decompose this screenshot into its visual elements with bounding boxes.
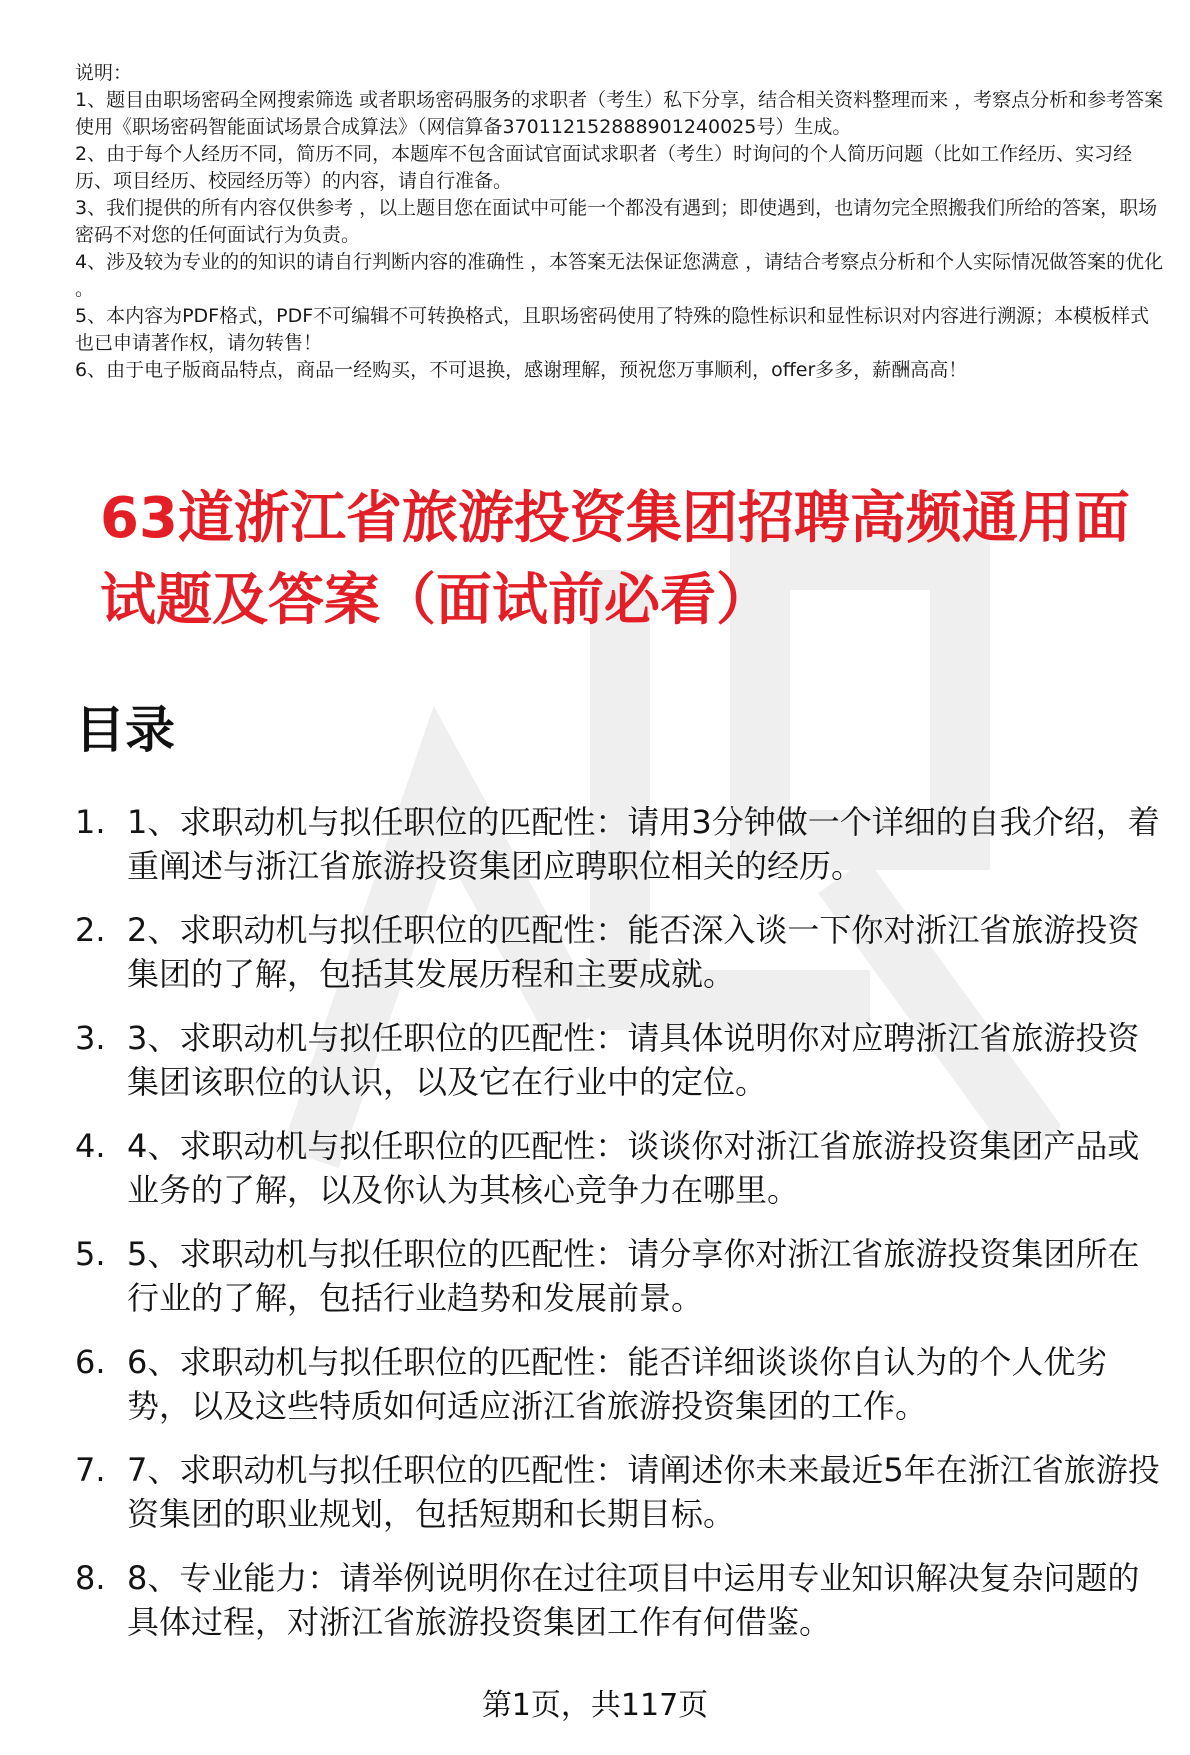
toc-item-text: 6、求职动机与拟任职位的匹配性：能否详细谈谈你自认为的个人优劣势，以及这些特质如何适应浙江省旅游投资集团的工作。	[127, 1343, 1108, 1425]
note-line-6: 6、由于电子版商品特点，商品一经购买，不可退换，感谢理解，预祝您万事顺利，offer多多，薪酬高高！	[75, 359, 968, 381]
document-title: 63道浙江省旅游投资集团招聘高频通用面试题及答案（面试前必看）	[100, 486, 1130, 633]
note-line-2: 2、由于每个人经历不同，简历不同，本题库不包含面试官面试求职者（考生）时询问的个人简历问题（比如工作经历、实习经历、项目经历、校园经历等）的内容，请自行准备。	[75, 143, 1133, 192]
toc-item[interactable]	[75, 1016, 1170, 1104]
toc-item[interactable]	[75, 1340, 1170, 1428]
toc-item-number: 3.	[75, 1019, 106, 1057]
note-line-3: 3、我们提供的所有内容仅供参考 ，以上题目您在面试中可能一个都没有遇到；即使遇到，也请勿完全照搬我们所给的答案，职场密码不对您的任何面试行为负责。	[75, 197, 1158, 246]
toc-item-number: 1.	[75, 803, 106, 841]
table-of-contents	[75, 800, 1170, 1664]
page-footer: 第1页，共117页	[481, 1688, 709, 1723]
toc-item[interactable]	[75, 1556, 1170, 1644]
toc-item[interactable]	[75, 1232, 1170, 1320]
notes-heading: 说明：	[75, 62, 133, 84]
note-line-4: 4、涉及较为专业的的知识的请自行判断内容的准确性 ，本答案无法保证您满意 ，请结合考察点分析和个人实际情况做答案的优化 。	[75, 251, 1164, 300]
toc-item-number: 8.	[75, 1559, 106, 1597]
toc-item-text: 4、求职动机与拟任职位的匹配性：谈谈你对浙江省旅游投资集团产品或业务的了解，以及你认为其核心竞争力在哪里。	[127, 1127, 1140, 1209]
toc-item-text: 2、求职动机与拟任职位的匹配性：能否深入谈一下你对浙江省旅游投资集团的了解，包括其发展历程和主要成就。	[127, 911, 1140, 993]
toc-item[interactable]	[75, 800, 1170, 888]
toc-item[interactable]	[75, 1124, 1170, 1212]
note-line-5: 5、本内容为PDF格式，PDF不可编辑不可转换格式，且职场密码使用了特殊的隐性标识和显性标识对内容进行溯源；本模板样式也已申请著作权，请勿转售！	[75, 305, 1150, 354]
toc-item-text: 1、求职动机与拟任职位的匹配性：请用3分钟做一个详细的自我介绍，着重阐述与浙江省旅游投资集团应聘职位相关的经历。	[127, 803, 1160, 885]
toc-item[interactable]	[75, 1448, 1170, 1536]
toc-item[interactable]	[75, 908, 1170, 996]
toc-item-text: 5、求职动机与拟任职位的匹配性：请分享你对浙江省旅游投资集团所在行业的了解，包括行业趋势和发展前景。	[127, 1235, 1140, 1317]
toc-item-number: 4.	[75, 1127, 106, 1165]
toc-item-text: 7、求职动机与拟任职位的匹配性：请阐述你未来最近5年在浙江省旅游投资集团的职业规划，包括短期和长期目标。	[127, 1451, 1160, 1533]
disclaimer-notes	[75, 60, 1165, 384]
note-line-1: 1、题目由职场密码全网搜索筛选 或者职场密码服务的求职者（考生）私下分享，结合相关资料整理而来 ，考察点分析和参考答案使用《职场密码智能面试场景合成算法》（网信算备370112152888901240025号）生成。	[75, 89, 1164, 138]
toc-item-number: 2.	[75, 911, 106, 949]
toc-item-number: 5.	[75, 1235, 106, 1273]
toc-item-text: 3、求职动机与拟任职位的匹配性：请具体说明你对应聘浙江省旅游投资集团该职位的认识，以及它在行业中的定位。	[127, 1019, 1140, 1101]
toc-heading: 目录	[75, 701, 175, 759]
toc-item-number: 6.	[75, 1343, 106, 1381]
toc-item-number: 7.	[75, 1451, 106, 1489]
toc-item-text: 8、专业能力：请举例说明你在过往项目中运用专业知识解决复杂问题的具体过程，对浙江省旅游投资集团工作有何借鉴。	[127, 1559, 1140, 1641]
